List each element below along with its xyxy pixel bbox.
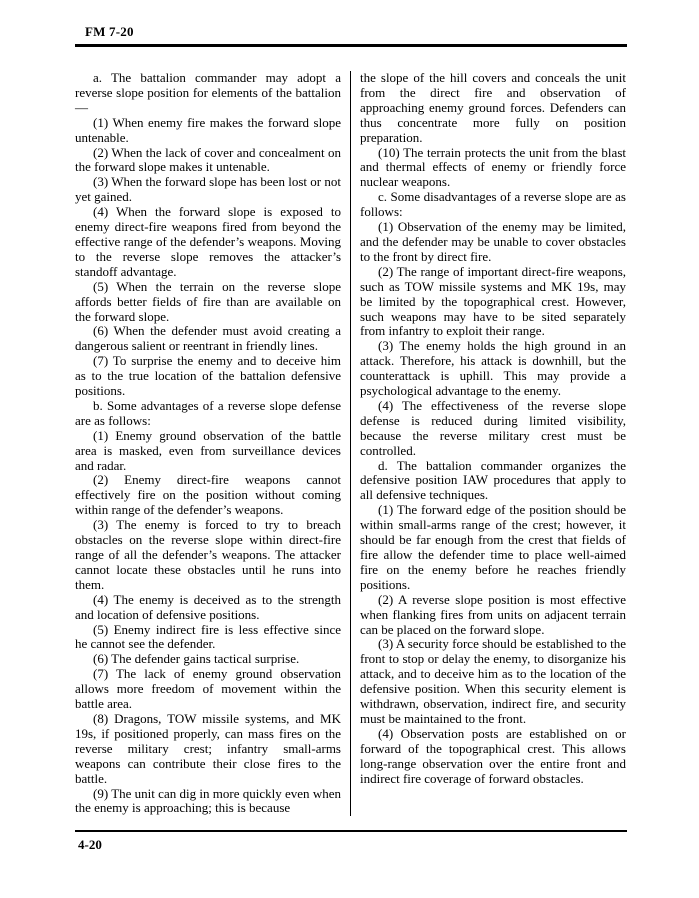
paragraph: (5) Enemy indirect fire is less effective since he cannot see the defender. bbox=[75, 621, 341, 652]
paragraph: (6) The defender gains tactical surprise. bbox=[93, 651, 300, 667]
paragraph: (3) The enemy is forced to try to breach obstacles on the reverse slope within direct-fire range of all the defender’s weapons. The attacker cannot locate these obstacles until he runs into them. bbox=[75, 517, 341, 592]
page-header bbox=[75, 24, 627, 47]
page-content bbox=[75, 24, 627, 816]
manual-number: FM 7-20 bbox=[85, 24, 134, 39]
paragraph: (1) When enemy fire makes the forward slope untenable. bbox=[75, 114, 341, 145]
paragraph: (4) The effectiveness of the reverse slope defense is reduced during limited visibility, because the reverse military crest must be controlled. bbox=[360, 397, 626, 458]
paragraph: c. Some disadvantages of a reverse slope are as follows: bbox=[360, 189, 626, 220]
paragraph: (2) When the lack of cover and concealment on the forward slope makes it untenable. bbox=[75, 144, 341, 175]
column-divider bbox=[350, 71, 351, 816]
paragraph: d. The battalion commander organizes the defensive position IAW procedures that apply to all defensive techniques. bbox=[360, 457, 626, 503]
paragraph: the slope of the hill covers and conceals the unit from the direct fire and observation of approaching enemy ground forces. Defenders can thus concentrate more fully on position preparation. bbox=[360, 70, 626, 145]
paragraph: (1) Enemy ground observation of the battle area is masked, even from surveillance devices and radar. bbox=[75, 427, 341, 473]
paragraph: (4) Observation posts are established on or forward of the topographical crest. This allows long-range observation over the entire front and indirect fire coverage of forward obstacles. bbox=[360, 725, 626, 786]
paragraph: b. Some advantages of a reverse slope defense are as follows: bbox=[75, 397, 341, 428]
paragraph: (2) The range of important direct-fire weapons, such as TOW missile systems and MK 19s, may be limited by the topographical crest. However, such weapons may have to be sited separately from infantry to exploit their range. bbox=[360, 263, 626, 339]
paragraph: (2) Enemy direct-fire weapons cannot effectively fire on the position without coming within range of the defender’s weapons. bbox=[75, 472, 341, 518]
paragraph: (1) Observation of the enemy may be limited, and the defender may be unable to cover obstacles to the front by direct fire. bbox=[360, 219, 626, 264]
page-number: 4-20 bbox=[78, 837, 102, 852]
paragraph: (2) A reverse slope position is most effective when flanking fires from units on adjacent terrain can be placed on the forward slope. bbox=[360, 591, 626, 637]
paragraph: (3) When the forward slope has been lost or not yet gained. bbox=[75, 174, 341, 205]
paragraph: (3) A security force should be established to the front to stop or delay the enemy, to disorganize his attack, and to deceive him as to the location of the defensive position. When this security element is withdrawn, observation, indirect fire, and security must be maintained to the front. bbox=[360, 636, 626, 726]
left-column bbox=[75, 71, 341, 816]
paragraph: (8) Dragons, TOW missile systems, and MK 19s, if positioned properly, can mass fires on the reverse military crest; infantry small-arms weapons can contribute their close fires to the battle. bbox=[75, 710, 341, 786]
paragraph: (10) The terrain protects the unit from the blast and thermal effects of enemy or friendly force nuclear weapons. bbox=[360, 144, 626, 190]
footer-rule bbox=[75, 830, 627, 832]
paragraph: (6) When the defender must avoid creating a dangerous salient or reentrant in friendly lines. bbox=[75, 323, 341, 354]
header-rule bbox=[75, 44, 627, 47]
paragraph: (5) When the terrain on the reverse slope affords better fields of fire than are available on the forward slope. bbox=[75, 278, 341, 324]
paragraph: (7) To surprise the enemy and to deceive him as to the true location of the battalion defensive positions. bbox=[75, 353, 341, 399]
text-columns bbox=[75, 71, 627, 816]
paragraph: (7) The lack of enemy ground observation allows more freedom of movement within the battle area. bbox=[75, 666, 341, 712]
paragraph: (3) The enemy holds the high ground in an attack. Therefore, his attack is downhill, but the counterattack is uphill. This may provide a psychological advantage to the enemy. bbox=[360, 338, 626, 399]
paragraph: (4) The enemy is deceived as to the strength and location of defensive positions. bbox=[75, 591, 341, 622]
paragraph: a. The battalion commander may adopt a reverse slope position for elements of the battalion— bbox=[75, 70, 341, 115]
page-footer bbox=[75, 830, 627, 853]
paragraph: (4) When the forward slope is exposed to enemy direct-fire weapons fired from beyond the effective range of the defender’s weapons. Moving to the reverse slope removes the attacker’s standoff advantage. bbox=[75, 204, 341, 279]
paragraph: (9) The unit can dig in more quickly even when the enemy is approaching; this is because bbox=[75, 785, 341, 816]
right-column bbox=[360, 71, 626, 816]
paragraph: (1) The forward edge of the position should be within small-arms range of the crest; however, it should be far enough from the crest that fields of fire allow the defender time to place well-aimed fire on the enemy before he reaches friendly positions. bbox=[360, 502, 626, 592]
